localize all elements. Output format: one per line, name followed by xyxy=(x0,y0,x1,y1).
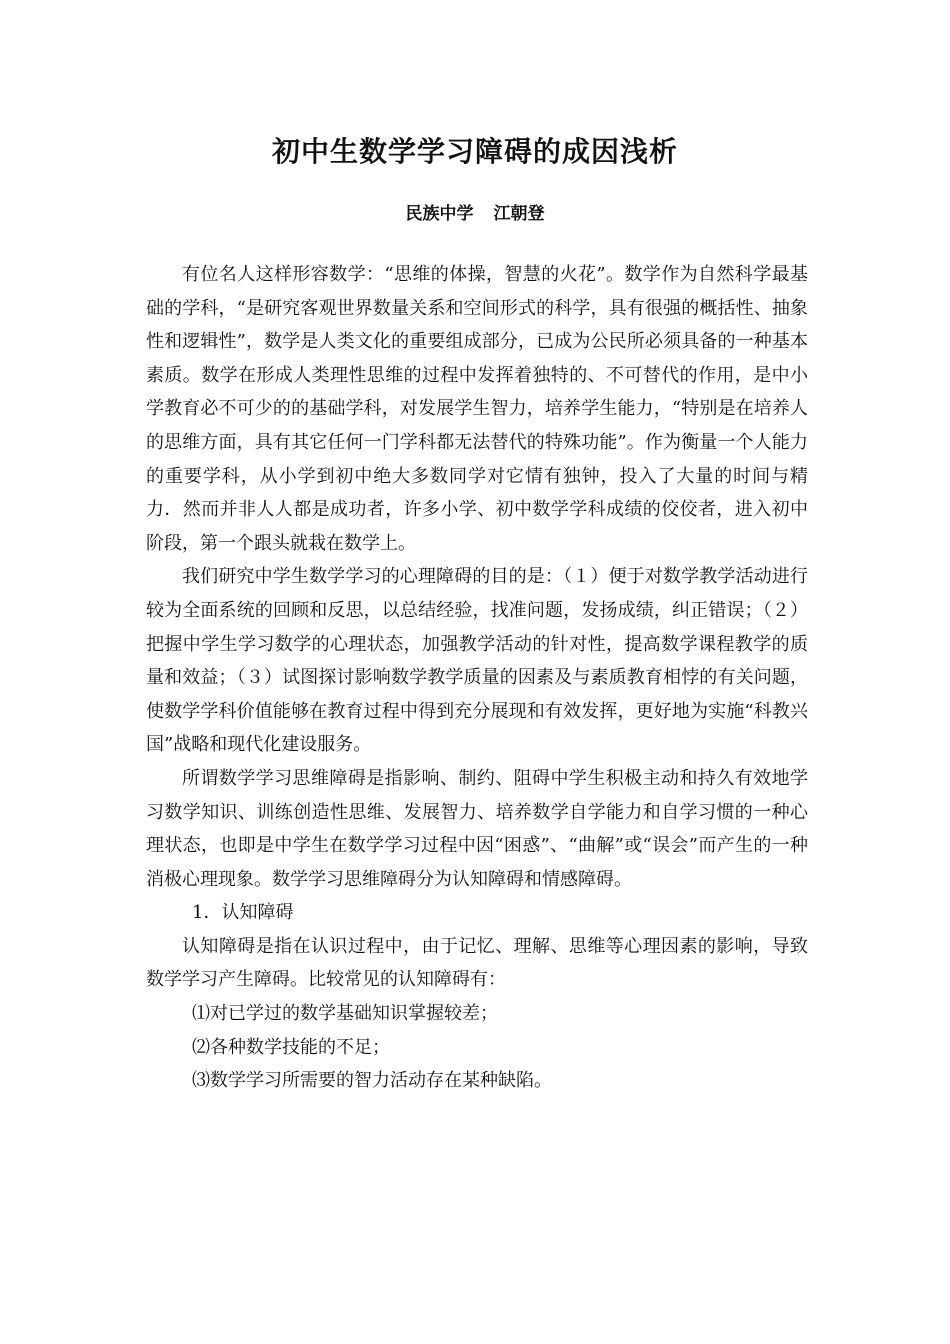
list-item: ⑶数学学习所需要的智力活动存在某种缺陷。 xyxy=(192,1070,552,1092)
section-intro: 认知障碍是指在认识过程中，由于记忆、理解、思维等心理因素的影响，导致数学学习产生障碍。比较常见的认知障碍有： xyxy=(146,935,808,991)
body-paragraph: 所谓数学学习思维障碍是指影响、制约、阻碍中学生积极主动和持久有效地学习数学知识、训练创造性思维、发展智力、培养数学自学能力和自学习惯的一种心理状态，也即是中学生在数学学习过程中因“困惑”、“曲解”或“误会”而产生的一种消极心理现象。数学学习思维障碍分为认知障碍和情感障碍。 xyxy=(146,767,808,890)
body-paragraph: 我们研究中学生数学学习的心理障碍的目的是：（１）便于对数学教学活动进行较为全面系统的回顾和反思，以总结经验，找准问题，发扬成绩，纠正错误；（２）把握中学生学习数学的心理状态，加强教学活动的针对性，提高数学课程教学的质量和效益；（３）试图探讨影响数学教学质量的因素及与素质教育相悖的有关问题，使数学学科价值能够在教育过程中得到充分展现和有效发挥，更好地为实施“科教兴国”战略和现代化建设服务。 xyxy=(146,566,808,756)
byline xyxy=(0,200,950,228)
byline-school: 民族中学 xyxy=(405,204,474,224)
section-heading: 1．认知障碍 xyxy=(192,902,294,924)
list-item: ⑵各种数学技能的不足； xyxy=(192,1036,390,1058)
byline-author: 江朝登 xyxy=(493,204,545,224)
list-item: ⑴对已学过的数学基础知识掌握较差； xyxy=(192,1003,498,1025)
body-paragraph: 有位名人这样形容数学：“思维的体操，智慧的火花”。数学作为自然科学最基础的学科，“是研究客观世界数量关系和空间形式的科学，具有很强的概括性、抽象性和逻辑性”，数学是人类文化的重要组成部分，已成为公民所必须具备的一种基本素质。数学在形成人类理性思维的过程中发挥着独特的、不可替代的作用，是中小学教育必不可少的的基础学科，对发展学生智力，培养学生能力，“特别是在培养人的思维方面，具有其它任何一门学科都无法替代的特殊功能”。作为衡量一个人能力的重要学科，从小学到初中绝大多数同学对它情有独钟，投入了大量的时间与精力．然而并非人人都是成功者，许多小学、初中数学学科成绩的佼佼者，进入初中阶段，第一个跟头就栽在数学上。 xyxy=(146,264,808,554)
document-title: 初中生数学学习障碍的成因浅析 xyxy=(271,135,678,168)
document-body xyxy=(146,258,808,1098)
